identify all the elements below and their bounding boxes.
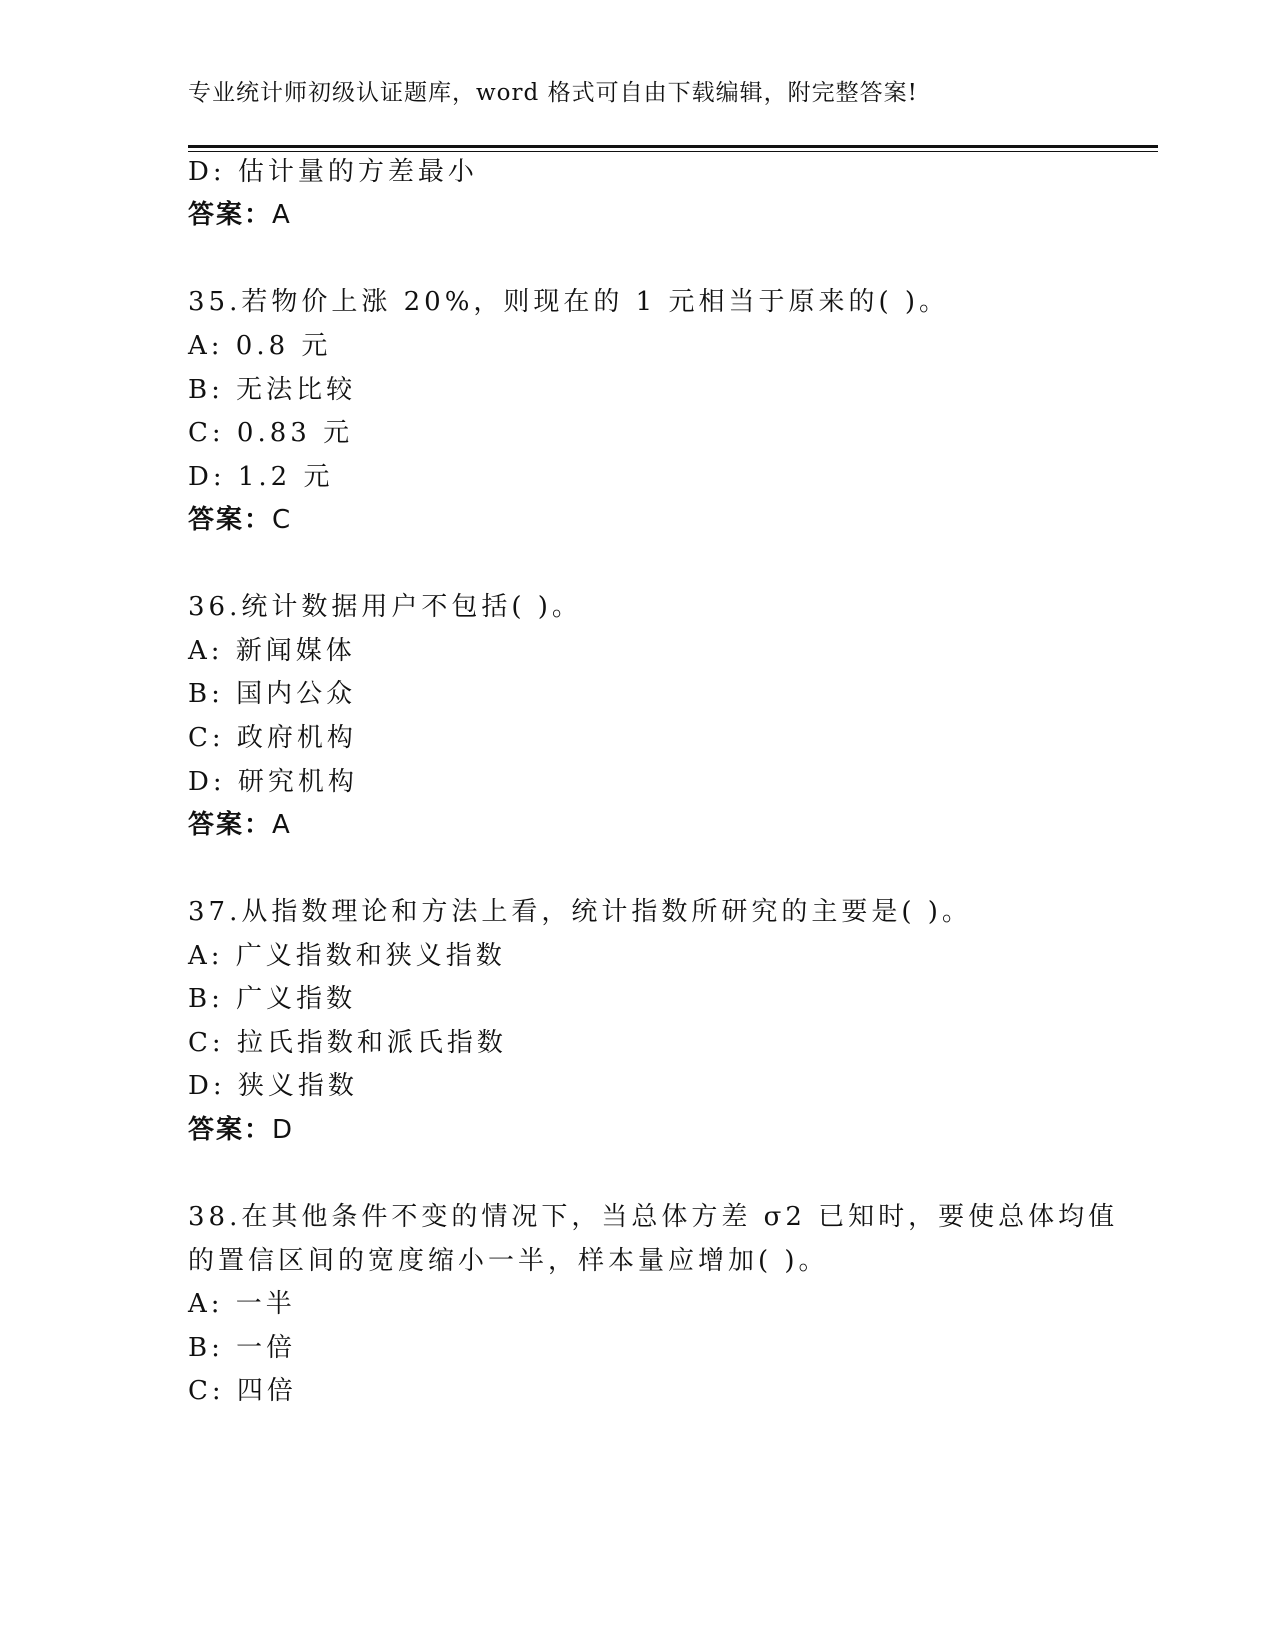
question-37-answer bbox=[188, 1113, 294, 1147]
question-37-option-b: B: 广义指数 bbox=[188, 984, 357, 1014]
question-36-option-c: C: 政府机构 bbox=[188, 723, 357, 753]
question-38-stem-line-1: 38.在其他条件不变的情况下，当总体方差 σ2 已知时，要使总体均值 bbox=[188, 1202, 1119, 1232]
question-36-stem: 36.统计数据用户不包括( )。 bbox=[188, 592, 582, 622]
header-divider-thin bbox=[188, 151, 1158, 152]
question-36-option-b: B: 国内公众 bbox=[188, 679, 357, 709]
question-35-option-d: D: 1.2 元 bbox=[188, 462, 334, 492]
answer-label: 答案： bbox=[188, 810, 273, 840]
question-36-option-a: A: 新闻媒体 bbox=[188, 636, 356, 666]
question-38-option-c: C: 四倍 bbox=[188, 1376, 297, 1406]
answer-label: 答案： bbox=[188, 1115, 273, 1145]
prev-option-d: D: 估计量的方差最小 bbox=[188, 157, 478, 187]
question-36-answer bbox=[188, 808, 292, 842]
question-36-option-d: D: 研究机构 bbox=[188, 767, 358, 797]
answer-label: 答案： bbox=[188, 200, 273, 230]
answer-value: A bbox=[272, 810, 292, 840]
question-38-stem-line-2: 的置信区间的宽度缩小一半，样本量应增加( )。 bbox=[188, 1246, 829, 1276]
question-35-option-c: C: 0.83 元 bbox=[188, 418, 354, 448]
question-38-option-a: A: 一半 bbox=[188, 1289, 296, 1319]
question-35-stem: 35.若物价上涨 20%，则现在的 1 元相当于原来的( )。 bbox=[188, 287, 950, 317]
question-38-option-b: B: 一倍 bbox=[188, 1333, 297, 1363]
question-35-option-b: B: 无法比较 bbox=[188, 375, 357, 405]
answer-value: D bbox=[272, 1115, 295, 1145]
question-37-option-c: C: 拉氏指数和派氏指数 bbox=[188, 1028, 507, 1058]
question-37-option-d: D: 狭义指数 bbox=[188, 1071, 358, 1101]
page-header: 专业统计师初级认证题库，word 格式可自由下载编辑，附完整答案! bbox=[188, 80, 918, 106]
question-35-answer bbox=[188, 503, 292, 537]
header-divider-thick bbox=[188, 145, 1158, 148]
question-35-option-a: A: 0.8 元 bbox=[188, 331, 332, 361]
prev-answer bbox=[188, 198, 292, 232]
answer-value: A bbox=[272, 200, 292, 230]
question-37-stem: 37.从指数理论和方法上看，统计指数所研究的主要是( )。 bbox=[188, 897, 972, 927]
question-37-option-a: A: 广义指数和狭义指数 bbox=[188, 941, 506, 971]
answer-label: 答案： bbox=[188, 505, 273, 535]
answer-value: C bbox=[272, 505, 293, 535]
